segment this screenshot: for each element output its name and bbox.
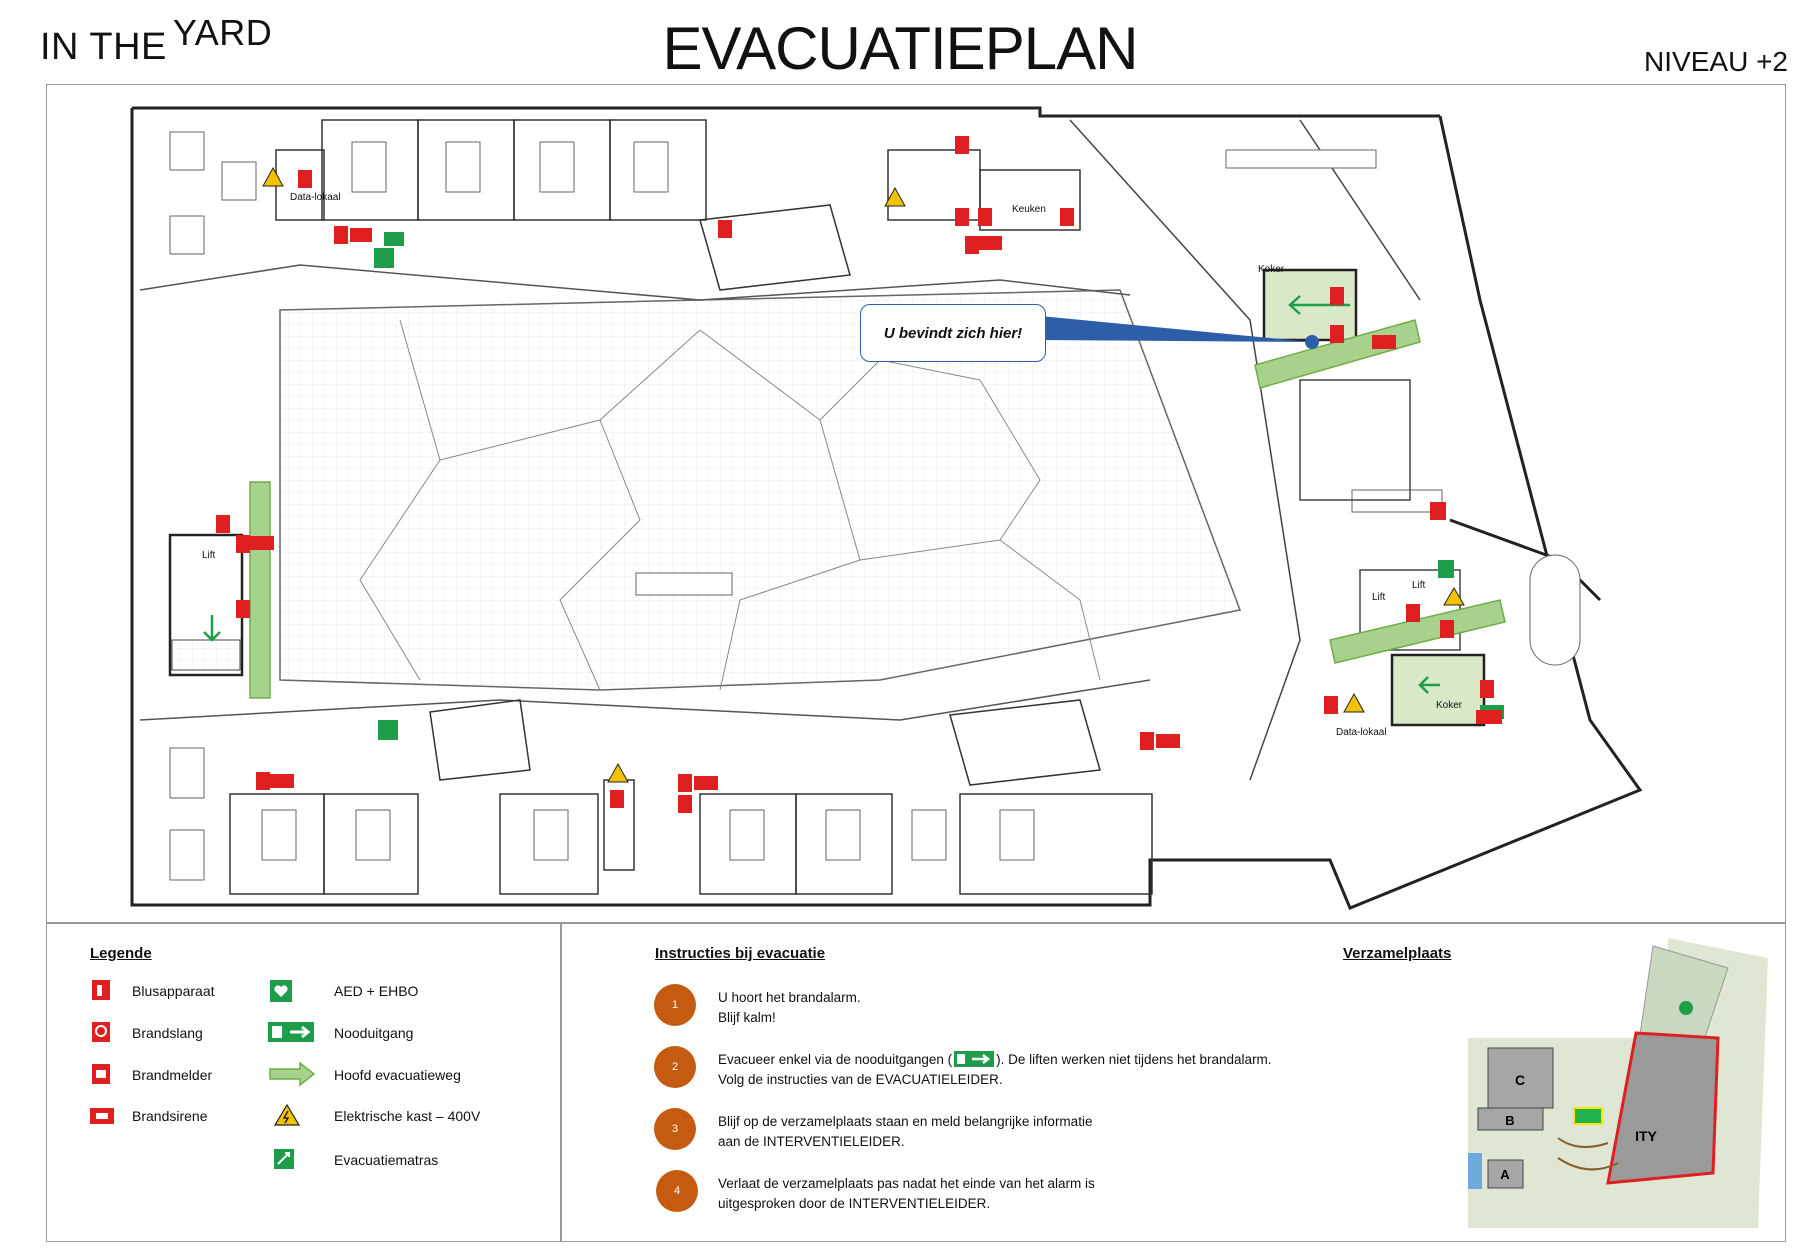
- electrical-hazard-icon: [263, 168, 283, 186]
- fire-extinguisher-icon: [955, 136, 969, 154]
- electrical-hazard-icon: [608, 764, 628, 782]
- fire-siren-icon: [1372, 335, 1396, 349]
- emergency-exit-icon: [384, 232, 404, 246]
- aed-icon: [270, 980, 292, 1002]
- electrical-hazard-icon: [1444, 588, 1464, 605]
- you-are-here-callout: U bevindt zich hier!: [860, 304, 1046, 362]
- fire-siren-icon: [978, 236, 1002, 250]
- fire-alarm-icon: [978, 208, 992, 226]
- fire-siren-icon: [90, 1108, 114, 1124]
- assembly-point-marker: [1574, 1108, 1602, 1124]
- label-lift-right-2: Lift: [1412, 580, 1426, 591]
- fire-alarm-icon: [236, 535, 250, 553]
- building-c-label: C: [1514, 1072, 1526, 1088]
- building-a-label: A: [1500, 1167, 1510, 1182]
- fire-alarm-icon: [334, 226, 348, 244]
- legend-label: Brandmelder: [132, 1067, 213, 1083]
- legend-title: Legende: [90, 945, 152, 962]
- aed-icon: [1438, 560, 1454, 578]
- label-koker-top: Koker: [1258, 264, 1285, 275]
- building-ity-label: ITY: [1635, 1128, 1657, 1144]
- fire-extinguisher-icon: [1430, 502, 1446, 520]
- divider-horizontal: [46, 922, 1786, 924]
- fire-alarm-icon: [92, 1064, 112, 1084]
- fire-extinguisher-icon: [610, 790, 624, 808]
- emergency-exit-icon: [374, 248, 394, 268]
- step-line: [718, 1050, 1272, 1070]
- label-datalokaal-top: Data-lokaal: [290, 192, 341, 203]
- assembly-map: [1468, 938, 1768, 1238]
- legend-label: Nooduitgang: [334, 1025, 414, 1041]
- legend-label: Elektrische kast – 400V: [334, 1108, 481, 1124]
- instructions-title: Instructies bij evacuatie: [655, 945, 826, 962]
- step-badge: 4: [656, 1170, 698, 1212]
- fire-siren-icon: [250, 536, 274, 550]
- fire-alarm-icon: [1406, 604, 1420, 622]
- fire-extinguisher-icon: [1324, 696, 1338, 714]
- fire-extinguisher-icon: [718, 220, 732, 238]
- fire-alarm-icon: [1140, 732, 1154, 750]
- building-b-label: B: [1505, 1113, 1515, 1128]
- legend-label: Hoofd evacuatieweg: [334, 1067, 461, 1083]
- fire-hose-icon: [955, 208, 969, 226]
- step-line: Blijf kalm!: [718, 1010, 776, 1025]
- label-datalokaal-bottom: Data-lokaal: [1336, 727, 1387, 738]
- step-line: Verlaat de verzamelplaats pas nadat het einde van het alarm is: [718, 1176, 1095, 1191]
- assembly-point-icon: [1679, 1001, 1693, 1015]
- fire-extinguisher-icon: [236, 600, 250, 618]
- step-line: Volg de instructies van de EVACUATIELEIDER.: [718, 1072, 1003, 1087]
- legend-label: Brandslang: [132, 1025, 203, 1041]
- fire-alarm-icon: [256, 772, 270, 790]
- divider-vertical: [560, 922, 562, 1242]
- fire-hose-icon: [92, 1022, 112, 1042]
- fire-extinguisher-icon: [92, 980, 112, 1000]
- label-koker-bottom: Koker: [1436, 700, 1463, 711]
- evacuation-mattress-icon: [274, 1149, 294, 1169]
- legend-label: AED + EHBO: [334, 983, 419, 999]
- page-title: EVACUATIEPLAN: [662, 15, 1138, 82]
- fire-siren-icon: [350, 228, 372, 242]
- fire-extinguisher-icon: [1480, 680, 1494, 698]
- fire-siren-icon: [1156, 734, 1180, 748]
- label-keuken: Keuken: [1012, 204, 1046, 215]
- legend-label: Blusapparaat: [132, 983, 215, 999]
- floor-level: NIVEAU +2: [1644, 46, 1788, 77]
- atrium-void: [280, 290, 1240, 690]
- step-line: uitgesproken door de INTERVENTIELEIDER.: [718, 1196, 991, 1211]
- fire-extinguisher-icon: [1060, 208, 1074, 226]
- step-text: [718, 988, 861, 1028]
- step-line-part: Evacueer enkel via de nooduitgangen (: [718, 1052, 953, 1067]
- fire-siren-icon: [270, 774, 294, 788]
- fire-extinguisher-icon: [298, 170, 312, 188]
- brand-main: IN THE: [40, 26, 167, 68]
- fire-hose-icon: [678, 774, 692, 792]
- step-text: [718, 1174, 1095, 1214]
- electrical-hazard-icon: [1344, 694, 1364, 712]
- step-text: [718, 1050, 1272, 1090]
- step-line: U hoort het brandalarm.: [718, 990, 861, 1005]
- step-badge: 3: [654, 1108, 696, 1150]
- electrical-hazard-icon: [274, 1104, 300, 1126]
- step-line: aan de INTERVENTIELEIDER.: [718, 1134, 905, 1149]
- step-badge: 2: [654, 1046, 696, 1088]
- step-badge: 1: [654, 984, 696, 1026]
- fire-alarm-icon: [1330, 325, 1344, 343]
- fire-hose-icon: [1330, 287, 1344, 305]
- step-line: Blijf op de verzamelplaats staan en meld belangrijke informatie: [718, 1114, 1093, 1129]
- emergency-exit-icon: [268, 1022, 314, 1042]
- fire-hose-icon: [1440, 620, 1454, 638]
- brand-sup: YARD: [172, 12, 273, 53]
- fire-siren-icon: [1476, 710, 1502, 724]
- assembly-title: Verzamelplaats: [1343, 945, 1452, 962]
- fire-hose-icon: [216, 515, 230, 533]
- you-are-here-marker: [1305, 335, 1319, 349]
- fire-alarm-icon: [965, 236, 979, 254]
- emergency-exit-icon: [378, 720, 398, 740]
- legend-label: Evacuatiematras: [334, 1152, 439, 1168]
- legend-label: Brandsirene: [132, 1108, 208, 1124]
- step-line-part: ). De liften werken niet tijdens het brandalarm.: [996, 1052, 1272, 1067]
- fire-siren-icon: [694, 776, 718, 790]
- water-feature: [1468, 1153, 1482, 1189]
- emergency-exit-icon: [954, 1051, 994, 1067]
- evacuation-route-arrow-icon: [268, 1062, 316, 1086]
- label-lift-right-1: Lift: [1372, 592, 1386, 603]
- fire-alarm-icon: [678, 795, 692, 813]
- step-text: [718, 1112, 1092, 1152]
- label-lift-left: Lift: [202, 550, 216, 561]
